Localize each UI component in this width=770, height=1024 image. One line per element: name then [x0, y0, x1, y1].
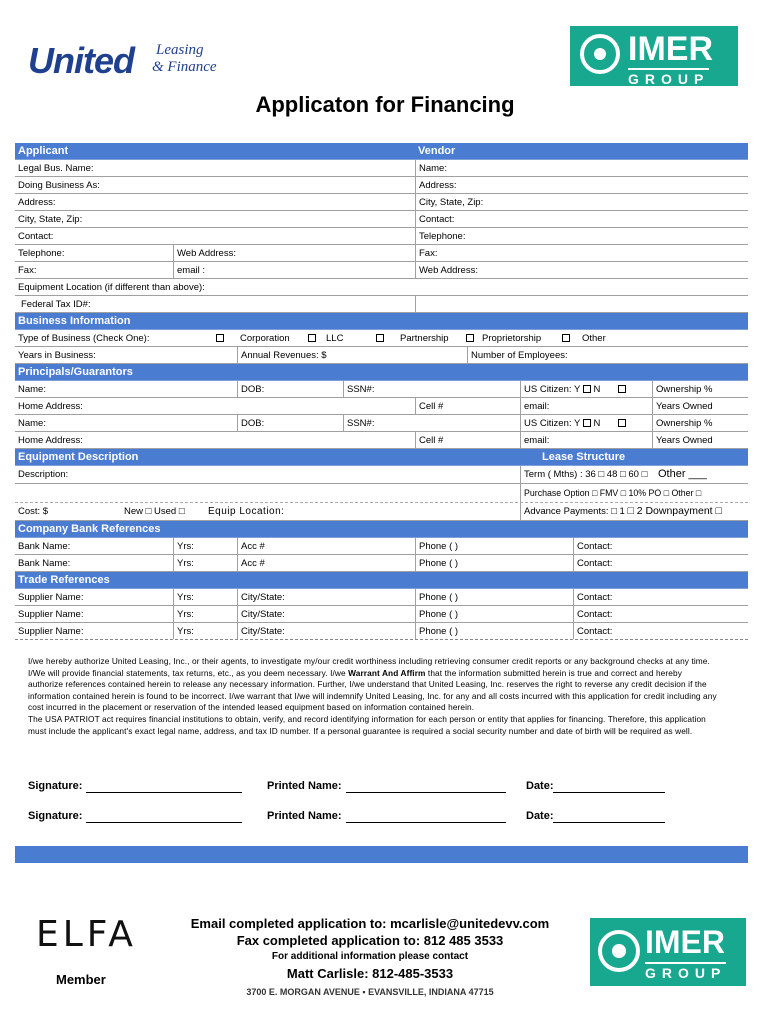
signature-label-1: Signature: [28, 780, 83, 792]
section-header-business [15, 313, 748, 330]
united-logo-finance: & Finance [152, 59, 217, 75]
warrant-affirm-bold: Warrant And Affirm [348, 667, 426, 678]
supplier1-city-field[interactable]: City/State: [237, 589, 415, 605]
printed-name-label-2: Printed Name: [267, 810, 342, 822]
vendor-city-field[interactable]: City, State, Zip: [415, 194, 748, 210]
section-header-principals [15, 364, 748, 381]
section-header-trade [15, 572, 748, 589]
applicant-web-field[interactable]: Web Address: [173, 245, 415, 261]
principal1-dob-field[interactable]: DOB: [237, 381, 343, 397]
form-row [15, 347, 748, 364]
form-row [15, 484, 748, 503]
principal1-email-field[interactable]: email: [520, 398, 652, 414]
vendor-fax-field[interactable]: Fax: [415, 245, 748, 261]
vendor-web-field[interactable]: Web Address: [415, 262, 748, 278]
downpayment-option: □ 2 Downpayment □ [627, 505, 722, 517]
description-blank [15, 484, 520, 502]
years-in-business-field[interactable]: Years in Business: [18, 350, 96, 361]
vendor-contact-field[interactable]: Contact: [415, 211, 748, 227]
bank2-name-field[interactable]: Bank Name: [18, 558, 71, 569]
proprietorship-label: Proprietorship [482, 333, 542, 344]
citizen-label: US Citizen: Y [524, 384, 581, 395]
citizen-yes-checkbox[interactable] [583, 419, 591, 427]
form-row [15, 160, 748, 177]
supplier3-name-field[interactable]: Supplier Name: [18, 626, 84, 637]
form-row [15, 503, 748, 521]
tax-id-blank [415, 296, 748, 312]
partnership-label: Partnership [400, 333, 449, 344]
equipment-location-field[interactable]: Equipment Location (if different than above): [18, 282, 205, 293]
supplier2-name-field[interactable]: Supplier Name: [18, 609, 84, 620]
imer-group-logo-top [570, 26, 738, 86]
signature-label-2: Signature: [28, 810, 83, 822]
applicant-telephone-field[interactable]: Telephone: [18, 248, 65, 259]
legal-authorization-text [28, 656, 718, 737]
elfa-member-label: Member [56, 972, 106, 987]
form-row [15, 194, 748, 211]
imer-group-text: GROUP [645, 962, 726, 981]
united-logo-main: United [28, 40, 134, 81]
principal2-email-field[interactable]: email: [520, 432, 652, 448]
form-row [15, 381, 748, 398]
form-row [15, 211, 748, 228]
principal2-citizen-field [520, 415, 652, 431]
principal1-ssn-field[interactable]: SSN#: [343, 381, 520, 397]
section-header-equipment [15, 449, 748, 466]
united-leasing-logo [28, 40, 228, 82]
applicant-header: Applicant [18, 145, 69, 157]
application-form [15, 143, 748, 640]
form-row [15, 296, 748, 313]
citizen-label: US Citizen: Y [524, 418, 581, 429]
mailing-address: 3700 E. MORGAN AVENUE ▪ EVANSVILLE, INDIANA 47715 [246, 987, 494, 997]
bank1-contact-field[interactable]: Contact: [573, 538, 748, 554]
patriot-act-paragraph: The USA PATRIOT act requires financial institutions to obtain, verify, and record identifying information for each person or entity that applies for financing. Therefore, this application must include the applicant's exact legal name, address, and tax ID number. If a personal guarantee is required a social security number and date of birth will be required as well. [28, 713, 706, 736]
authorization-paragraph: I/we hereby authorize United Leasing, Inc., or their agents, to investigate my/our credit worthiness including retrieving consumer credit reports or any background checks at any time. I/We will provide financial statements, tax returns, etc., as you deem necessary. I/we Warrant And Affirm that the information submitted herein is true and correct and hereby authorize references contained herein to release any necessary information. Further, I/we understand that United Leasing, Inc. reserves the right to reverse any credit decision if the information contained herein is found to be incorrect. I/we warrant that I/we will indemnify United Leasing, Inc. for any and all costs incurred with this application for credit including any cost incurred in the placement or reservation of the intended leased equipment based on information contained herein. [28, 656, 717, 713]
bank1-yrs-field[interactable]: Yrs: [173, 538, 237, 554]
form-row [15, 555, 748, 572]
employees-field[interactable]: Number of Employees: [467, 347, 748, 363]
citizen-yes-checkbox[interactable] [583, 385, 591, 393]
principal1-cell-field[interactable]: Cell # [415, 398, 520, 414]
form-row [15, 279, 748, 296]
llc-label: LLC [326, 333, 344, 344]
principal1-citizen-field [520, 381, 652, 397]
llc-checkbox[interactable] [305, 330, 316, 346]
imer-ring-icon [598, 930, 640, 972]
printed-name-line-2[interactable] [346, 822, 506, 823]
legal-name-field[interactable]: Legal Bus. Name: [18, 163, 94, 174]
imer-group-text: GROUP [628, 68, 709, 87]
partnership-checkbox[interactable] [373, 330, 384, 346]
term-field[interactable] [520, 466, 748, 483]
additional-info-text: For additional information please contact [271, 951, 469, 962]
supplier2-yrs-field[interactable]: Yrs: [173, 606, 237, 622]
lease-structure-header: Lease Structure [542, 451, 626, 463]
supplier2-contact-field[interactable]: Contact: [573, 606, 748, 622]
bank2-acc-field[interactable]: Acc # [237, 555, 415, 571]
form-row [15, 466, 748, 484]
applicant-address-field[interactable]: Address: [18, 197, 56, 208]
business-type-label: Type of Business (Check One): [18, 333, 150, 344]
bank2-contact-field[interactable]: Contact: [573, 555, 748, 571]
form-row [15, 623, 748, 640]
form-row [15, 538, 748, 555]
printed-name-label-1: Printed Name: [267, 780, 342, 792]
principal1-ownership-field[interactable]: Ownership % [652, 381, 748, 397]
vendor-address-field[interactable]: Address: [415, 177, 748, 193]
principal2-ownership-field[interactable]: Ownership % [652, 415, 748, 431]
equip-location-field[interactable]: Equip Location: [208, 506, 285, 517]
supplier1-yrs-field[interactable]: Yrs: [173, 589, 237, 605]
supplier1-contact-field[interactable]: Contact: [573, 589, 748, 605]
trade-header: Trade References [18, 574, 110, 586]
bank1-acc-field[interactable]: Acc # [237, 538, 415, 554]
federal-tax-id-field[interactable]: Federal Tax ID#: [21, 299, 91, 310]
other-label: Other [582, 333, 606, 344]
term-other-option: Other ___ [657, 468, 707, 480]
supplier3-contact-field[interactable]: Contact: [573, 623, 748, 639]
equipment-description-field[interactable]: Description: [18, 469, 69, 480]
printed-name-line-1[interactable] [346, 792, 506, 793]
email-instruction: Email completed application to: mcarlisle@unitedevv.com [190, 916, 550, 931]
citizen-no-checkbox[interactable] [618, 385, 626, 393]
supplier3-phone-field[interactable]: Phone ( ) [415, 623, 573, 639]
supplier1-phone-field[interactable]: Phone ( ) [415, 589, 573, 605]
business-header: Business Information [18, 315, 131, 327]
bank2-phone-field[interactable]: Phone ( ) [415, 555, 573, 571]
form-row [15, 228, 748, 245]
form-row [15, 432, 748, 449]
form-row [15, 245, 748, 262]
page-title: Applicaton for Financing [255, 92, 515, 117]
principal2-name-field[interactable]: Name: [18, 418, 46, 429]
applicant-city-field[interactable]: City, State, Zip: [18, 214, 83, 225]
elfa-logo: ELFA [36, 914, 137, 955]
supplier3-city-field[interactable]: City/State: [237, 623, 415, 639]
principal2-ssn-field[interactable]: SSN#: [343, 415, 520, 431]
bank2-yrs-field[interactable]: Yrs: [173, 555, 237, 571]
imer-brand-text: IMER [628, 30, 713, 68]
term-options: Term ( Mths) : 36 □ 48 □ 60 □ [524, 469, 648, 480]
bank1-name-field[interactable]: Bank Name: [18, 541, 71, 552]
principals-header: Principals/Guarantors [18, 366, 133, 378]
united-logo-leasing: Leasing [156, 42, 204, 58]
principal1-home-field[interactable]: Home Address: [18, 401, 83, 412]
new-used-options[interactable]: New □ Used □ [124, 506, 185, 517]
signature-line-1[interactable] [86, 792, 242, 793]
principal1-name-field[interactable]: Name: [18, 384, 46, 395]
advance-payments-label: Advance Payments: □ 1 [524, 506, 628, 517]
citizen-n-label: N [593, 418, 601, 429]
form-row [15, 606, 748, 623]
vendor-header: Vendor [418, 145, 456, 157]
signature-line-2[interactable] [86, 822, 242, 823]
date-line-2[interactable] [553, 822, 665, 823]
fax-instruction: Fax completed application to: 812 485 3533 [236, 933, 504, 948]
form-row [15, 398, 748, 415]
cost-field[interactable]: Cost: $ [18, 506, 49, 517]
bank1-phone-field[interactable]: Phone ( ) [415, 538, 573, 554]
date-line-1[interactable] [553, 792, 665, 793]
annual-revenues-field[interactable]: Annual Revenues: $ [237, 347, 467, 363]
section-header-applicant-vendor [15, 143, 748, 160]
proprietorship-checkbox[interactable] [463, 330, 474, 346]
date-label-1: Date: [526, 780, 554, 792]
date-label-2: Date: [526, 810, 554, 822]
applicant-contact-field[interactable]: Contact: [18, 231, 54, 242]
imer-brand-text: IMER [645, 924, 725, 960]
footer-divider-bar [15, 846, 748, 863]
principal2-cell-field[interactable]: Cell # [415, 432, 520, 448]
form-row [15, 330, 748, 347]
contact-person: Matt Carlisle: 812-485-3533 [286, 966, 454, 981]
applicant-email-field[interactable]: email : [173, 262, 415, 278]
form-row [15, 589, 748, 606]
form-row [15, 415, 748, 432]
principal2-dob-field[interactable]: DOB: [237, 415, 343, 431]
supplier2-phone-field[interactable]: Phone ( ) [415, 606, 573, 622]
advance-payments-field[interactable] [520, 503, 748, 520]
form-row [15, 262, 748, 279]
section-header-bank [15, 521, 748, 538]
other-checkbox[interactable] [559, 330, 570, 346]
supplier3-yrs-field[interactable]: Yrs: [173, 623, 237, 639]
corporation-checkbox[interactable] [213, 330, 224, 346]
supplier1-name-field[interactable]: Supplier Name: [18, 592, 84, 603]
principal2-years-owned-field[interactable]: Years Owned [652, 432, 748, 448]
imer-group-logo-bottom [590, 918, 746, 986]
supplier2-city-field[interactable]: City/State: [237, 606, 415, 622]
corporation-label: Corporation [240, 333, 290, 344]
applicant-fax-field[interactable]: Fax: [18, 265, 37, 276]
dba-field[interactable]: Doing Business As: [18, 180, 100, 191]
vendor-telephone-field[interactable]: Telephone: [415, 228, 748, 244]
principal2-home-field[interactable]: Home Address: [18, 435, 83, 446]
equipment-header: Equipment Description [18, 451, 139, 463]
purchase-option-field[interactable]: Purchase Option □ FMV □ 10% PO □ Other □ [520, 484, 748, 502]
form-row [15, 177, 748, 194]
vendor-name-field[interactable]: Name: [415, 160, 748, 176]
bank-header: Company Bank References [18, 523, 161, 535]
citizen-n-label: N [593, 384, 601, 395]
citizen-no-checkbox[interactable] [618, 419, 626, 427]
imer-ring-icon [580, 34, 620, 74]
principal1-years-owned-field[interactable]: Years Owned [652, 398, 748, 414]
